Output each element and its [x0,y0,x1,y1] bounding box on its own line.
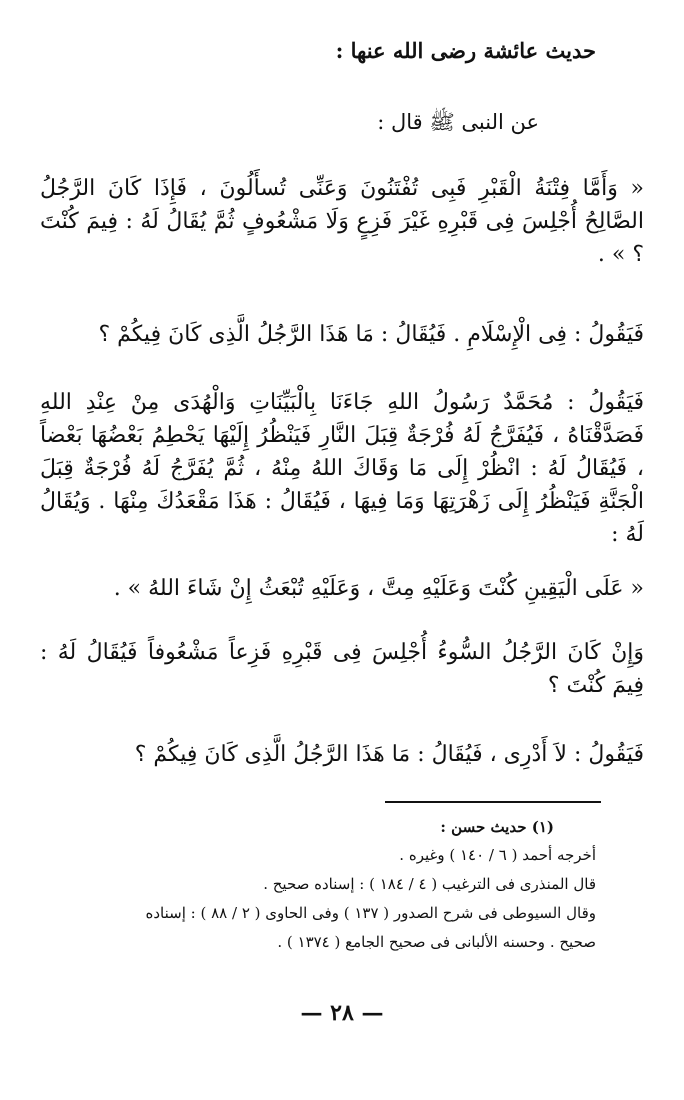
footnote-line-4: صحيح . وحسنه الألبانى فى صحيح الجامع ( ١٣٧٤ ) . [277,933,596,951]
hadith-paragraph-4: « عَلَى الْيَقِينِ كُنْتَ وَعَلَيْهِ مِتَّ ، وَعَلَيْهِ تُبْعَثُ إِنْ شَاءَ اللهُ » . [113,576,644,601]
hadith-paragraph-1: « وَأَمَّا فِتْنَةُ الْقَبْرِ فَبِى تُفْتَنُونَ وَعَنِّى تُسأَلُونَ ، فَإِذَا كَانَ الرَّجُلُ الصَّالِحُ أُجْلِسَ فِى قَبْرِهِ غَيْرَ فَزِعٍ وَلَا مَشْعُوفٍ ثُمَّ يُقَالُ لَهُ : فِيمَ كُنْتَ ؟ » . [40,176,644,267]
hadith-paragraph-6: فَيَقُولُ : لاَ أَدْرِى ، فَيُقَالُ : مَا هَذَا الرَّجُلُ الَّذِى كَانَ فِيكُمْ ؟ [134,742,644,767]
section-heading: حديث عائشة رضى الله عنها : [335,38,596,63]
footnote-line-3: وقال السيوطى فى شرح الصدور ( ١٣٧ ) وفى الحاوى ( ٢ / ٨٨ ) : إسناده [145,904,596,922]
footnote-title: (١) حديث حسن : [440,818,554,836]
hadith-paragraph-5: وَإِنْ كَانَ الرَّجُلُ السُّوءُ أُجْلِسَ فِى قَبْرِهِ فَزِعاً مَشْعُوفاً فَيُقَالُ لَهُ : فِيمَ كُنْتَ ؟ [40,640,644,698]
page-number: — ٢٨ — [300,1000,384,1026]
footnote-line-2: قال المنذرى فى الترغيب ( ٤ / ١٨٤ ) : إسناده صحيح . [263,875,596,893]
hadith-paragraph-2: فَيَقُولُ : فِى الْإِسْلَامِ . فَيُقَالُ : مَا هَذَا الرَّجُلُ الَّذِى كَانَ فِيكُمْ ؟ [98,322,644,347]
hadith-paragraph-3: فَيَقُولُ : مُحَمَّدٌ رَسُولُ اللهِ جَاءَنَا بِالْبَيِّنَاتِ وَالْهُدَى مِنْ عِنْدِ اللهِ فَصَدَّقْنَاهُ ، فَيُفَرَّجُ لَهُ فُرْجَةٌ قِبَلَ النَّارِ فَيَنْظُرُ إِلَيْهَا يَحْطِمُ بَعْضُهَا بَعْضاً ، فَيُقَالُ لَهُ : انْظُرْ إِلَى مَا وَقَاكَ اللهُ مِنْهُ ، ثُمَّ يُفَرَّجُ لَهُ فُرْجَةٌ قِبَلَ الْجَنَّةِ فَيَنْظُرُ إِلَى زَهْرَتِهَا وَمَا فِيهَا ، فَيُقَالُ : هَذَا مَقْعَدُكَ مِنْهَا . وَيُقَالُ لَهُ : [40,390,644,547]
footnote-line-1: أخرجه أحمد ( ٦ / ١٤٠ ) وغيره . [399,846,596,864]
footnote-divider [385,801,601,803]
intro-line: عن النبى ﷺ قال : [377,110,539,134]
